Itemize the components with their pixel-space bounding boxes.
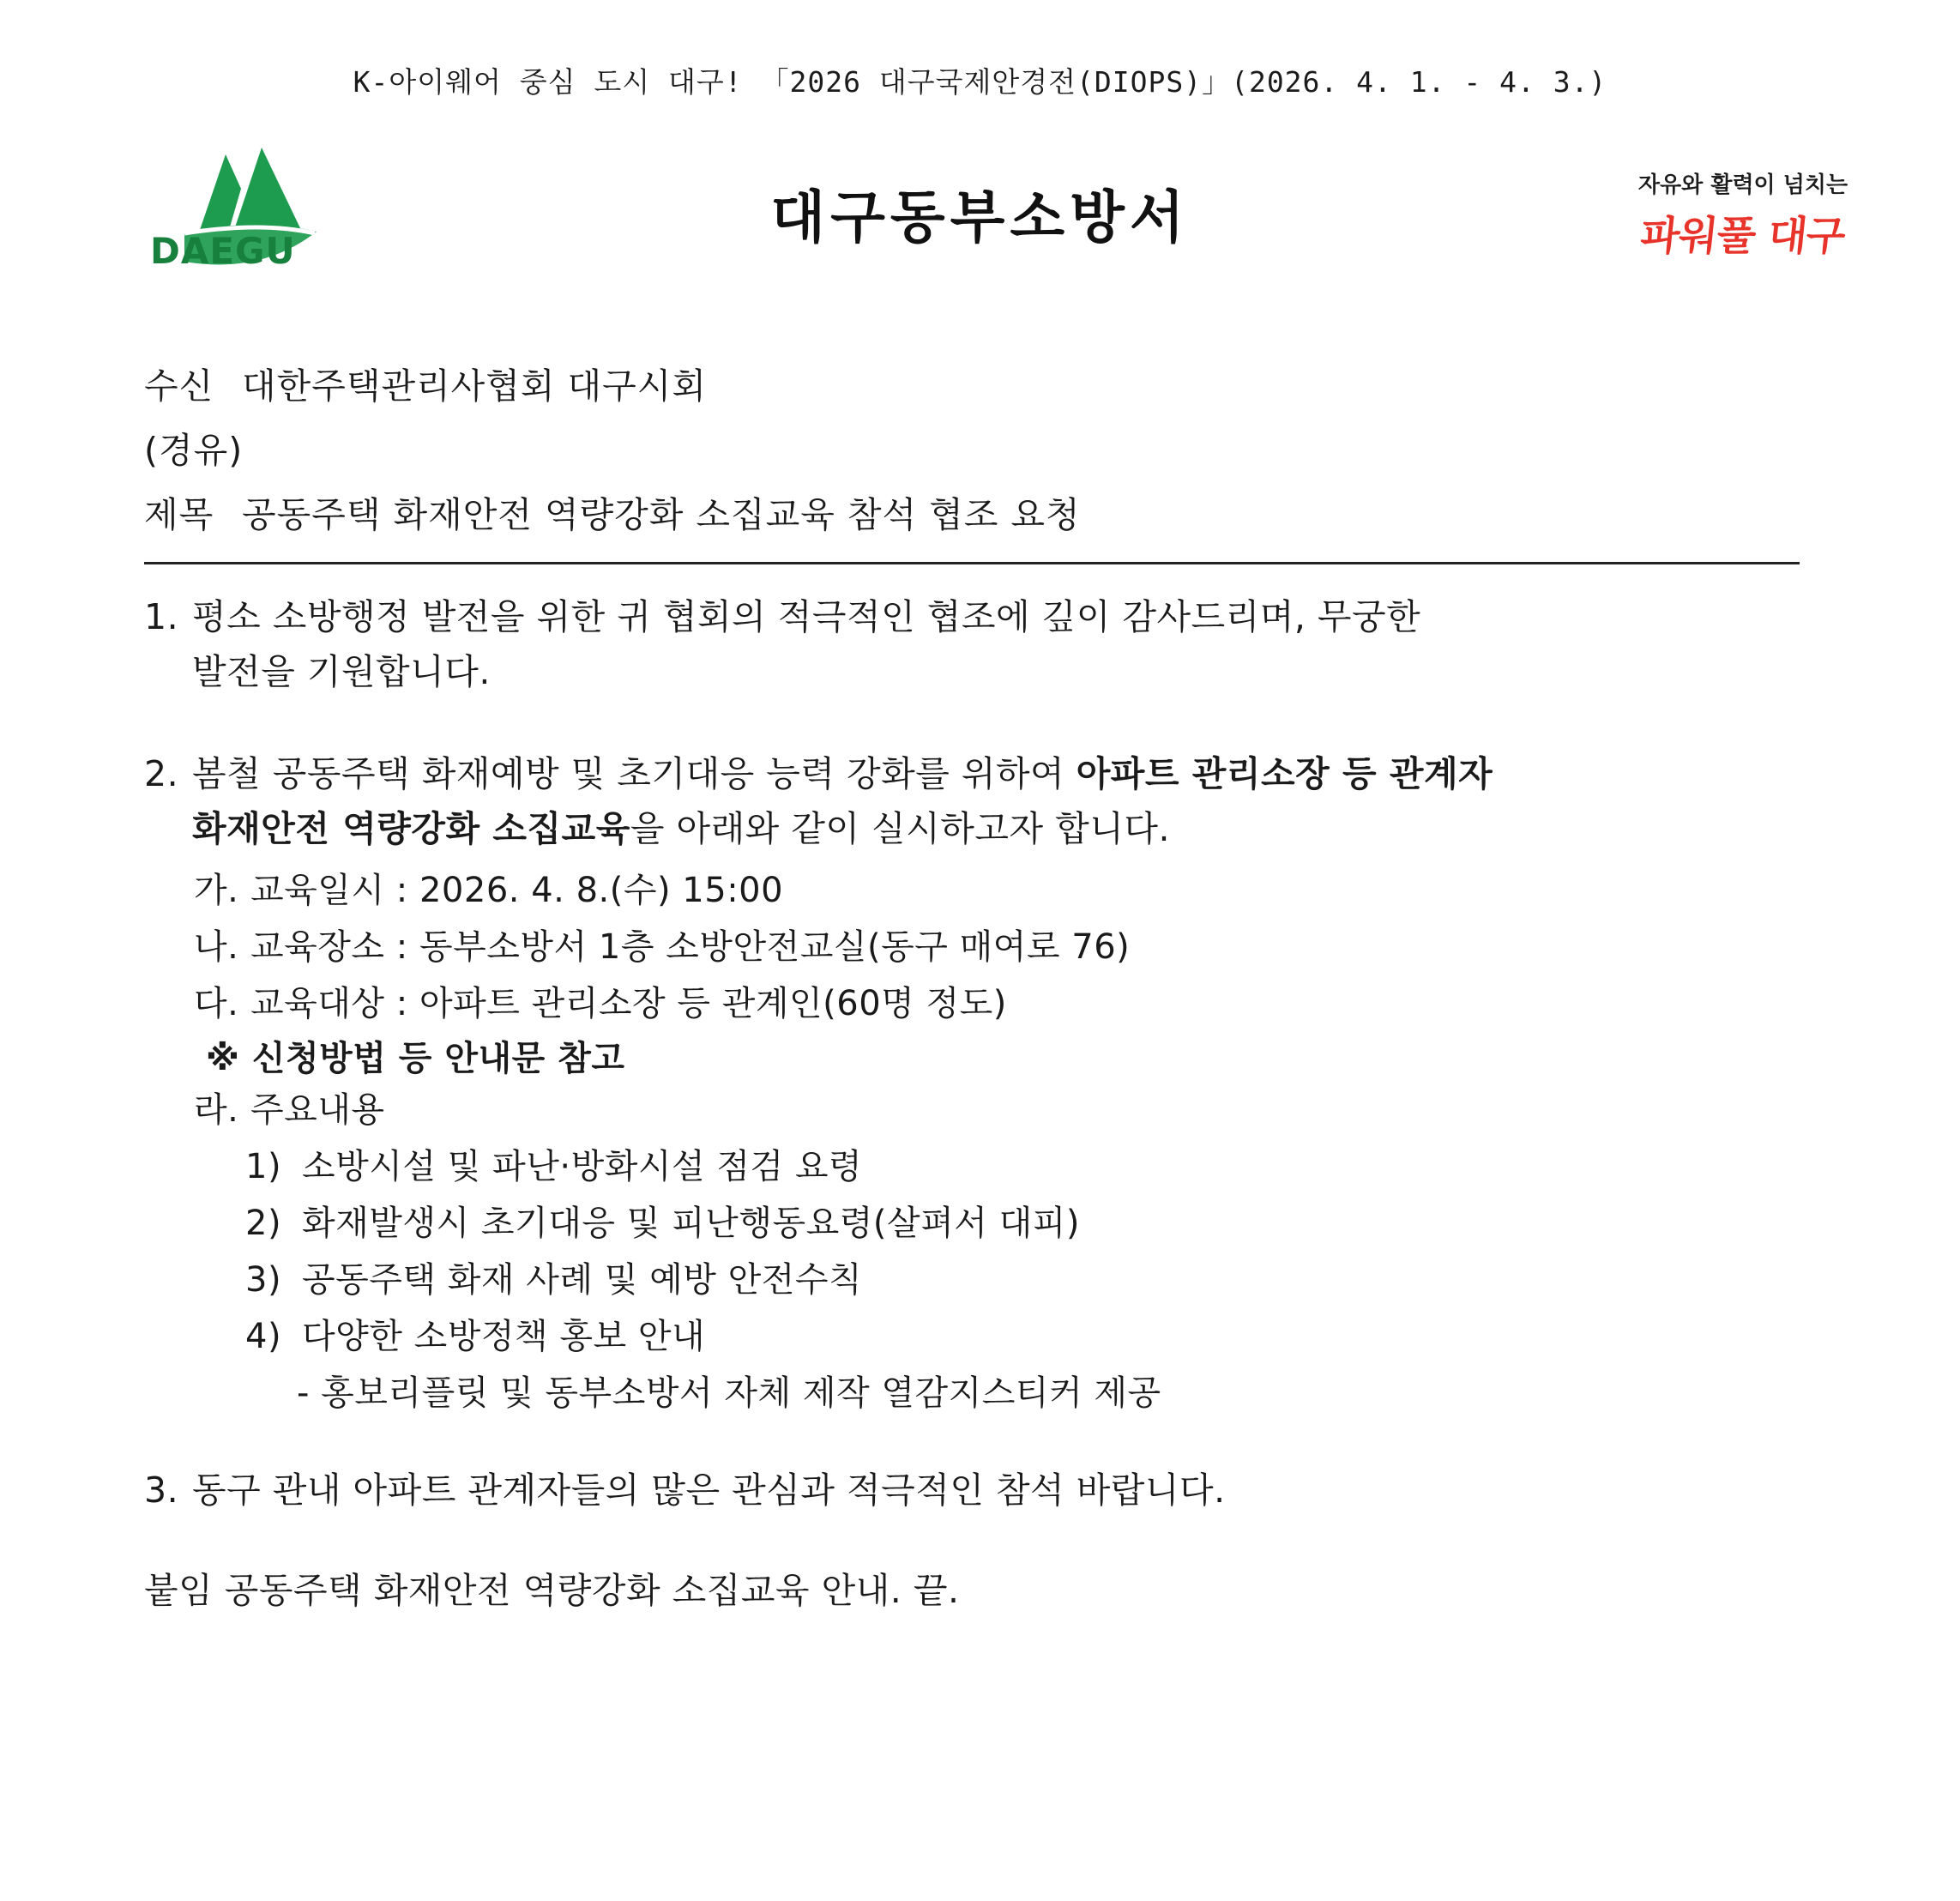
detail-item-1 xyxy=(144,1141,1825,1192)
paragraph-2 xyxy=(144,747,1825,856)
attachment-line: 붙임 공동주택 화재안전 역량강화 소집교육 안내. 끝. xyxy=(144,1569,960,1611)
sub-item-b-text: 교육장소 : 동부소방서 1층 소방안전교실(동구 매여로 76) xyxy=(250,927,1131,968)
slogan-main-text: 파워풀 대구 xyxy=(1638,213,1848,260)
subject-label: 제목 xyxy=(144,494,214,535)
detail-item-2 xyxy=(144,1198,1825,1249)
application-note: ※ 신청방법 등 안내문 참고 xyxy=(206,1039,625,1079)
detail-item-4 xyxy=(144,1311,1825,1362)
slogan-top-text: 자유와 활력이 넘치는 xyxy=(1637,172,1848,198)
paragraph-3-text: 동구 관내 아파트 관계자들의 많은 관심과 적극적인 참석 바랍니다. xyxy=(192,1470,1226,1512)
via-line: (경유) xyxy=(144,430,244,471)
header-banner: K-아이웨어 중심 도시 대구! 「2026 대구국제안경전(DIOPS)」(2026. 4. 1. - 4. 3.) xyxy=(353,65,1607,99)
sub-item-a-label: 가. xyxy=(194,871,239,911)
paragraph-2-bold-1: 아파트 관리소장 등 관계자 xyxy=(1076,753,1493,795)
detail-item-1-text: 소방시설 및 파난·방화시설 점검 요령 xyxy=(302,1147,863,1187)
detail-item-4-text: 다양한 소방정책 홍보 안내 xyxy=(302,1317,706,1357)
sub-item-c-label: 다. xyxy=(194,984,239,1024)
detail-item-2-label: 2) xyxy=(245,1204,282,1244)
divider xyxy=(144,562,1800,564)
logo-label: DAEGU xyxy=(150,230,296,272)
sub-item-d-label: 라. xyxy=(194,1090,239,1131)
paragraph-2-bold-2: 화재안전 역량강화 소집교육 xyxy=(192,807,630,849)
paragraph-2-line2 xyxy=(144,802,1825,857)
paragraph-1-line1: 평소 소방행정 발전을 위한 귀 협회의 적극적인 협조에 깊이 감사드리며, 무궁한 xyxy=(192,596,1421,637)
paragraph-3 xyxy=(144,1463,1825,1518)
paragraph-3-number: 3. xyxy=(144,1470,179,1512)
detail-item-1-label: 1) xyxy=(245,1147,282,1187)
paragraph-1-line2: 발전을 기원합니다. xyxy=(192,650,491,692)
document-body xyxy=(144,365,1825,1611)
sub-item-d xyxy=(144,1084,1825,1136)
detail-item-3-text: 공동주택 화재 사례 및 예방 안전수칙 xyxy=(302,1260,863,1301)
recipient-value: 대한주택관리사협회 대구시회 xyxy=(242,365,707,407)
sub-item-a xyxy=(144,865,1825,916)
paragraph-2-lead: 봄철 공동주택 화재예방 및 초기대응 능력 강화를 위하여 xyxy=(192,753,1076,795)
sub-item-c xyxy=(144,978,1825,1029)
paragraph-2-tail: 을 아래와 같이 실시하고자 합니다. xyxy=(630,807,1170,849)
detail-item-3-label: 3) xyxy=(245,1260,282,1301)
subject-value: 공동주택 화재안전 역량강화 소집교육 참석 협조 요청 xyxy=(242,494,1081,535)
paragraph-2-number: 2. xyxy=(144,753,179,795)
city-slogan-emblem xyxy=(1627,167,1859,262)
subject-line xyxy=(144,494,1825,535)
sub-item-b-label: 나. xyxy=(194,927,239,968)
sub-item-c-text: 교육대상 : 아파트 관리소장 등 관계인(60명 정도) xyxy=(250,984,1007,1024)
paragraph-1-number: 1. xyxy=(144,596,179,637)
recipient-label: 수신 xyxy=(144,365,214,407)
detail-item-3 xyxy=(144,1254,1825,1306)
page-title: 대구동부소방서 xyxy=(770,184,1190,250)
sub-item-a-text: 교육일시 : 2026. 4. 8.(수) 15:00 xyxy=(250,871,784,911)
sub-item-d-text: 주요내용 xyxy=(250,1090,385,1131)
paragraph-1 xyxy=(144,590,1825,699)
detail-item-4-label: 4) xyxy=(245,1317,282,1357)
detail-item-2-text: 화재발생시 초기대응 및 피난행동요령(살펴서 대피) xyxy=(302,1204,1081,1244)
recipient-line xyxy=(144,365,1825,407)
sub-item-b xyxy=(144,921,1825,973)
detail-item-4-subnote: - 홍보리플릿 및 동부소방서 자체 제작 열감지스티커 제공 xyxy=(297,1373,1161,1414)
